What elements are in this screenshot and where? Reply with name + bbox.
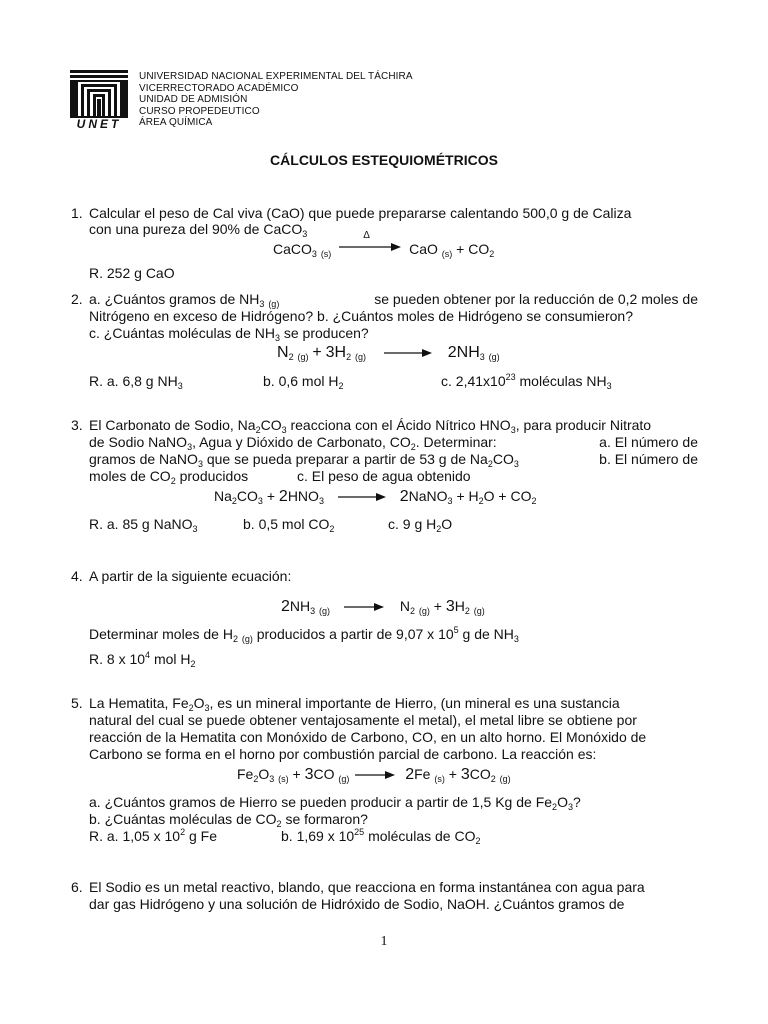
page-title: CÁLCULOS ESTEQUIOMÉTRICOS bbox=[270, 152, 498, 168]
problem-3-line-1: El Carbonato de Sodio, $Na_2CO_3$ reacciona con el Ácido Nítrico $HNO_3$, para producir Nitrato bbox=[89, 417, 652, 435]
problem-4-intro: A partir de la siguiente ecuación: bbox=[89, 568, 292, 584]
problem-4-equation: $2NH_3$ $_{(g)}$ $N_2$ $_{(g)} + 3H_2$ $_{(g)}$ bbox=[281, 598, 485, 616]
heat-symbol: Δ bbox=[363, 230, 370, 241]
problem-1-number: 1. bbox=[71, 205, 83, 221]
problem-5-question-a: a. ¿Cuántos gramos de Hierro se pueden producir a partir de 1,5 Kg de $Fe_2O_3$? bbox=[89, 794, 581, 812]
problem-5-line-4: Carbono se forma en el horno por combustión parcial de carbono. La reacción es: bbox=[89, 746, 597, 762]
problem-2-line-3: c. ¿Cuántas moléculas de $NH_3$ se producen? bbox=[89, 325, 369, 343]
problem-1-line-2: con una pureza del 90% de CaCO$_3$ bbox=[89, 221, 308, 239]
problem-4-answer: R. 8 x $10^4$ mol $H_2$ bbox=[89, 650, 196, 669]
institution-header bbox=[139, 71, 413, 129]
problem-4-question: Determinar moles de $H_2$ $_{(g)}$ producidos a partir de 9,07 x $10^5$ g de $NH_3$ bbox=[89, 625, 519, 644]
problem-2-answer-c: c. $2,41x10^{23}$ moléculas $NH_3$ bbox=[441, 372, 612, 391]
header-line-unidad: UNIDAD DE ADMISIÓN bbox=[139, 94, 248, 105]
header-line-university: UNIVERSIDAD NACIONAL EXPERIMENTAL DEL TÁCHIRA bbox=[139, 71, 413, 82]
reaction-arrow bbox=[339, 240, 401, 254]
problem-2-number: 2. bbox=[71, 291, 83, 307]
reaction-arrow bbox=[355, 769, 395, 781]
problem-3-number: 3. bbox=[71, 417, 83, 433]
problem-2-answer-b: b. 0,6 mol $H_2$ bbox=[263, 373, 344, 391]
reaction-arrow bbox=[338, 491, 386, 503]
header-line-area: ÁREA QUÍMICA bbox=[139, 117, 213, 128]
problem-1-equation: CaCO$_3$ $_{(s)}$ Δ CaO $_{(s)} + CO_2$ bbox=[273, 230, 495, 259]
problem-3-answer-a: R. a. 85 g NaNO$_3$ bbox=[89, 516, 198, 534]
header-line-vicerrectorado: VICERRECTORADO ACADÉMICO bbox=[139, 82, 299, 94]
problem-5-line-1: La Hematita, $Fe_2O_3$, es un mineral importante de Hierro, (un mineral es una sustancia bbox=[89, 695, 620, 713]
problem-5-number: 5. bbox=[71, 695, 83, 711]
reaction-arrow bbox=[344, 601, 384, 613]
problem-3-line-4: moles de $CO_2$ producidos bbox=[89, 468, 249, 486]
unet-logo-text: UNET bbox=[76, 117, 122, 131]
problem-5-answer-a: R. a. 1,05 x $10^2$ g Fe bbox=[89, 827, 217, 844]
problem-2-line-2: Nitrógeno en exceso de Hidrógeno? b. ¿Cuántos moles de Hidrógeno se consumieron? bbox=[89, 308, 633, 324]
reaction-arrow bbox=[384, 347, 432, 359]
problem-6-number: 6. bbox=[71, 879, 83, 895]
problem-6-line-1: El Sodio es un metal reactivo, blando, que reacciona en forma instantánea con agua para bbox=[89, 879, 645, 895]
problem-3-line-2: de Sodio NaNO$_3$, Agua y Dióxido de Carbonato, $CO_2$. Determinar: a. El número de bbox=[89, 434, 698, 452]
problem-3-answer-c: c. 9 g $H_2O$ bbox=[388, 516, 453, 534]
problem-5-line-3: reacción de la Hematita con Monóxido de Carbono, CO, en un alto horno. El Monóxido de bbox=[89, 729, 647, 745]
problem-3-line-4-c: c. El peso de agua obtenido bbox=[297, 468, 471, 484]
problem-3-equation: $Na_2CO_3 + 2HNO_3$ 2NaNO$_3$ + $H_2O + CO_2$ bbox=[214, 488, 537, 506]
problem-3-line-3: gramos de NaNO$_3$ que se pueda preparar a partir de 53 g de $Na_2CO_3$ b. El número de bbox=[89, 451, 698, 469]
problem-5-equation: $Fe_2O_3$ $_{(s)}$ + 3CO $_{(g)}$ 2Fe $_{(s)} + 3CO_2$ $_{(g)}$ bbox=[237, 766, 511, 784]
problem-1-line-1: Calcular el peso de Cal viva (CaO) que puede prepararse calentando 500,0 g de Caliza bbox=[89, 205, 632, 221]
header-line-curso: CURSO PROPEDEUTICO bbox=[139, 105, 260, 117]
problem-5-line-2: natural del cual se puede obtener ventajosamente el metal), el metal libre se obtiene por bbox=[89, 712, 637, 728]
problem-2-answer-a: R. a. 6,8 g $NH_3$ bbox=[89, 373, 183, 391]
problem-2-line-1: a. ¿Cuántos gramos de $NH_3$ $_{(g)}$ se pueden obtener por la reducción de 0,2 moles de bbox=[89, 291, 698, 309]
problem-6-line-2: dar gas Hidrógeno y una solución de Hidróxido de Sodio, NaOH. ¿Cuántos gramos de bbox=[89, 896, 625, 912]
problem-1-answer: R. 252 g CaO bbox=[89, 265, 175, 281]
unet-logo bbox=[68, 70, 130, 130]
problem-5-question-b: b. ¿Cuántas moléculas de $CO_2$ se formaron? bbox=[89, 811, 368, 829]
problem-3-answer-b: b. 0,5 mol $CO_2$ bbox=[243, 516, 335, 534]
problem-5-answer-b: b. 1,69 x $10^{25}$ moléculas de $CO_2$ bbox=[281, 827, 481, 846]
problem-2-equation: $N_2$ $_{(g)} + 3H_2$ $_{(g)}$ $2NH_3$ $_{(g)}$ bbox=[277, 344, 500, 362]
problem-4-number: 4. bbox=[71, 568, 83, 584]
page-number: 1 bbox=[380, 934, 388, 949]
